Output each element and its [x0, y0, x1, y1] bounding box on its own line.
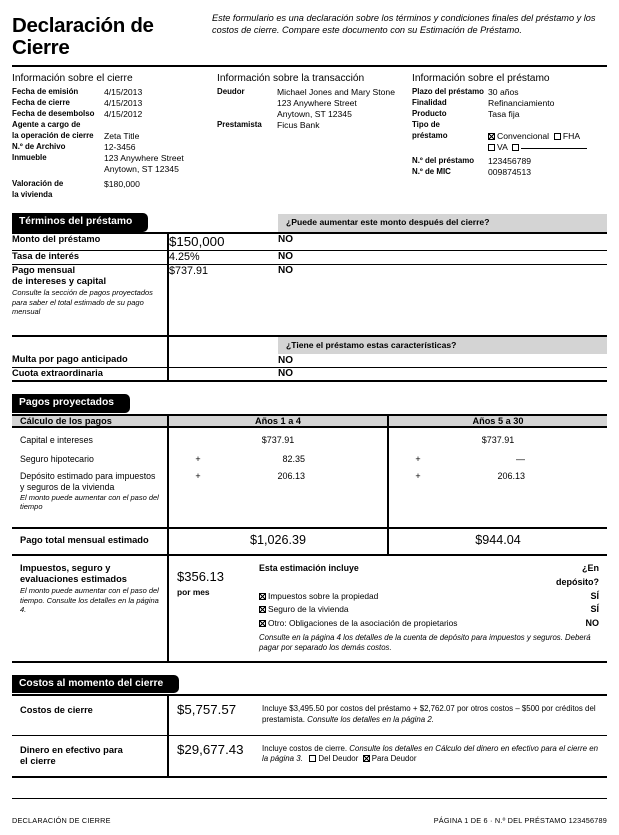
mortgage-insurance-label: Seguro hipotecario	[20, 453, 94, 464]
table-row	[12, 695, 607, 735]
escrow-summary-row	[12, 555, 607, 662]
closing-costs-bottom-rule	[12, 777, 607, 778]
value: Tasa fija	[488, 109, 520, 120]
checkbox-homeowners-insurance[interactable]	[259, 606, 266, 613]
value: Refinanciamiento	[488, 98, 555, 109]
label: préstamo	[412, 131, 448, 141]
principal-interest-y530-value: $737.91	[481, 434, 515, 445]
monthly-payment-label-cell	[12, 264, 168, 336]
closing-costs-table	[12, 673, 607, 779]
label: Agente a cargo de	[12, 120, 81, 130]
value: 4/15/2013	[104, 87, 143, 98]
mortgage-insurance-y14-cell	[168, 448, 388, 467]
value: 123 Anywhere Street	[104, 153, 184, 164]
transaction-information-column	[217, 73, 412, 201]
table-row	[12, 528, 607, 555]
page-footer	[12, 816, 607, 825]
closing-info-row-file-number	[12, 142, 211, 153]
checkbox-label-from-borrower: Del Deudor	[318, 754, 359, 764]
escrow-item-text	[259, 603, 565, 616]
footer-divider	[12, 798, 607, 799]
total-monthly-payment-y530-cell	[388, 528, 607, 555]
loan-terms-question-header: ¿Puede aumentar este monto después del cierre?	[278, 214, 607, 231]
prepayment-penalty-label: Multa por pago anticipado	[12, 353, 128, 364]
table-row	[12, 354, 607, 368]
interest-rate-value-cell	[168, 250, 278, 264]
cash-to-close-note-cell	[260, 735, 607, 777]
escrow-item-answer: NO	[585, 618, 599, 629]
escrow-estimate-y530-value: 206.13	[497, 470, 525, 481]
loan-features-question-cell	[278, 336, 607, 354]
checkbox-other[interactable]	[512, 144, 519, 151]
closing-information-column	[12, 73, 217, 201]
checkbox-fha[interactable]	[554, 133, 561, 140]
value: 4/15/2013	[104, 98, 143, 109]
closing-costs-amount-cell	[168, 695, 260, 735]
loan-info-row-type-line1	[412, 120, 607, 131]
info-columns	[12, 73, 607, 201]
closing-info-row-appraisal-line1	[12, 179, 211, 190]
mortgage-insurance-label-cell	[12, 448, 168, 467]
total-monthly-payment-label: Pago total mensual estimado	[20, 534, 149, 545]
transaction-information-heading: Información sobre la transacción	[217, 73, 365, 85]
escrow-amount-period: por mes	[177, 586, 210, 597]
checkbox-va[interactable]	[488, 144, 495, 151]
cash-to-close-note	[262, 744, 599, 765]
transaction-info-row-borrower	[217, 87, 406, 98]
loan-terms-bottom-rule	[12, 381, 607, 382]
loan-terms-section-title: Términos del préstamo	[12, 213, 148, 232]
total-monthly-payment-y530-value: $944.04	[475, 532, 521, 547]
footer-right-text: PÁGINA 1 DE 6 · N.º DEL PRÉSTAMO 123456789	[433, 816, 607, 825]
cash-to-close-note-italic: Consulte los detalles en Cálculo del dinero en efectivo para el cierre en la página 3.	[262, 743, 598, 764]
escrow-estimate-y14-cell	[168, 467, 388, 528]
loan-amount-answer: NO	[278, 233, 294, 245]
closing-info-property-line2: Anytown, ST 12345	[104, 164, 179, 175]
transaction-info-borrower-line3: Anytown, ST 12345	[277, 109, 352, 120]
loan-info-row-product	[412, 109, 607, 120]
loan-type-other-blank[interactable]	[521, 148, 587, 149]
monthly-payment-label: Pago mensual de intereses y capital	[12, 264, 107, 286]
label: Finalidad	[412, 98, 447, 108]
projected-payments-section	[12, 392, 607, 663]
loan-info-row-term	[412, 87, 607, 98]
prepayment-penalty-answer: NO	[278, 354, 294, 366]
balloon-payment-label-cell	[12, 367, 168, 381]
value: 12-3456	[104, 142, 136, 153]
closing-costs-bottom-rule-row	[12, 777, 607, 778]
loan-type-label-fha: FHA	[562, 131, 581, 142]
closing-costs-note	[262, 704, 599, 725]
payment-calculation-header: Cálculo de los pagos	[12, 415, 168, 427]
projected-payments-section-title: Pagos proyectados	[12, 394, 130, 413]
label: N.º de MIC	[412, 167, 451, 177]
escrow-includes-block	[255, 556, 607, 661]
principal-interest-label: Capital e intereses	[20, 434, 93, 445]
loan-info-row-mic-number	[412, 167, 607, 178]
closing-costs-label-cell	[12, 695, 168, 735]
label: Producto	[412, 109, 447, 119]
footer-left-text: DECLARACIÓN DE CIERRE	[12, 816, 111, 825]
label: la vivienda	[12, 190, 53, 200]
closing-information-heading: Información sobre el cierre	[12, 73, 133, 85]
projected-payments-column-headers	[12, 415, 607, 427]
escrow-item-label: Otro: Obligaciones de la asociación de propietarios	[268, 618, 458, 629]
escrow-estimate-label-cell	[12, 467, 168, 528]
escrow-item-property-taxes	[259, 590, 599, 604]
closing-info-row-issue-date	[12, 87, 211, 98]
mortgage-insurance-y14-row	[177, 454, 379, 464]
loan-terms-section	[12, 211, 607, 382]
escrow-footnote: Consulte en la página 4 los detalles de la cuenta de depósito para impuestos y seguros. Deberá pagar por separado los demás costos.	[259, 633, 591, 653]
spacer-cell	[168, 336, 278, 354]
label: Prestamista	[217, 120, 262, 130]
closing-costs-label: Costos de cierre	[20, 705, 93, 716]
loan-terms-bottom-rule-row	[12, 381, 607, 382]
loan-information-heading: Información sobre el préstamo	[412, 73, 550, 85]
mortgage-insurance-y530-row	[397, 454, 599, 464]
table-row	[12, 367, 607, 381]
closing-costs-amount: $5,757.57	[177, 702, 237, 718]
principal-interest-y14-cell	[168, 427, 388, 448]
balloon-payment-label: Cuota extraordinaria	[12, 367, 103, 378]
table-row	[12, 427, 607, 448]
closing-info-row-disbursement-date	[12, 109, 211, 120]
loan-type-label-conventional: Convencional	[497, 131, 550, 142]
years-1-4-header: Años 1 a 4	[168, 415, 388, 427]
label: Fecha de emisión	[12, 87, 79, 97]
loan-info-row-purpose	[412, 98, 607, 109]
closing-info-row-closing-date	[12, 98, 211, 109]
loan-amount-value-cell	[168, 233, 278, 250]
monthly-payment-answer-cell	[278, 264, 607, 336]
loan-information-column	[412, 73, 607, 201]
closing-info-row-property	[12, 153, 211, 164]
closing-info-row-agent-line1	[12, 120, 211, 131]
checkbox-conventional[interactable]	[488, 133, 495, 140]
years-5-30-header: Años 5 a 30	[388, 415, 607, 427]
label: N.º del préstamo	[412, 156, 475, 166]
escrow-estimate-label: Depósito estimado para impuestos y seguros de la vivienda El monto puede aumentar con el paso del tiempo	[20, 470, 159, 511]
loan-features-question-header: ¿Tiene el préstamo estas características?	[278, 337, 607, 354]
transaction-info-borrower-line2: 123 Anywhere Street	[277, 98, 357, 109]
value: 30 años	[488, 87, 519, 98]
closing-info-row-agent	[12, 131, 211, 142]
loan-features-header-row	[12, 336, 607, 354]
projected-payments-bottom-rule	[12, 662, 607, 663]
escrow-item-text	[259, 617, 565, 630]
interest-rate-answer-cell	[278, 250, 607, 264]
loan-info-row-loan-number	[412, 156, 607, 167]
loan-amount-value: $150,000	[169, 233, 225, 249]
closing-info-row-appraisal-line2	[12, 190, 211, 201]
loan-amount-answer-cell	[278, 233, 607, 250]
loan-amount-label-cell	[12, 233, 168, 250]
loan-amount-label: Monto del préstamo	[12, 233, 101, 244]
value: $180,000	[104, 179, 140, 190]
escrow-item-text	[259, 590, 565, 603]
table-row	[12, 233, 607, 250]
checkbox-to-borrower[interactable]	[363, 755, 370, 762]
spacer-cell	[12, 336, 168, 354]
closing-costs-header-row	[12, 673, 607, 696]
prepayment-penalty-label-cell	[12, 354, 168, 368]
monthly-payment-note: Consulte la sección de pagos proyectados para saber el total estimado de su pago mensual	[12, 288, 153, 317]
balloon-payment-value-cell	[168, 367, 278, 381]
checkbox-from-borrower[interactable]	[309, 755, 316, 762]
mortgage-insurance-y530-value: —	[516, 453, 525, 464]
operator: +	[195, 453, 201, 464]
label: Deudor	[217, 87, 245, 97]
prepayment-penalty-answer-cell	[278, 354, 607, 368]
value: 009874513	[488, 167, 532, 178]
cash-to-close-amount-cell	[168, 735, 260, 777]
cash-to-close-label-cell	[12, 735, 168, 777]
mortgage-insurance-y530-cell	[388, 448, 607, 467]
label: la operación de cierre	[12, 131, 94, 141]
cash-to-close-label: Dinero en efectivo para el cierre	[20, 744, 123, 767]
closing-costs-section-title: Costos al momento del cierre	[12, 675, 179, 694]
escrow-summary-body	[169, 556, 607, 661]
label: Fecha de cierre	[12, 98, 70, 108]
document-header	[12, 8, 607, 58]
operator: +	[415, 453, 421, 464]
operator: +	[415, 470, 421, 481]
escrow-estimate-y530-cell	[388, 467, 607, 528]
escrow-includes-header	[259, 562, 599, 590]
escrow-amount: $356.13	[177, 568, 224, 584]
cash-to-close-amount: $29,677.43	[177, 741, 244, 757]
checkbox-property-taxes[interactable]	[259, 593, 266, 600]
label: Fecha de desembolso	[12, 109, 95, 119]
loan-type-label-va: VA	[497, 142, 508, 153]
projected-payments-header-row	[12, 392, 607, 415]
label: Plazo del préstamo	[412, 87, 484, 97]
value: 4/15/2012	[104, 109, 143, 120]
projected-payments-table	[12, 392, 607, 663]
loan-type-options-row2	[412, 142, 607, 153]
escrow-includes-title: Esta estimación incluye	[259, 562, 359, 573]
escrow-estimate-y14-value: 206.13	[277, 470, 305, 481]
label: Tipo de	[412, 120, 440, 130]
escrow-item-answer: SÍ	[590, 604, 599, 615]
total-monthly-payment-y14-cell	[168, 528, 388, 555]
loan-terms-table	[12, 211, 607, 382]
total-monthly-payment-label-cell	[12, 528, 168, 555]
label: N.º de Archivo	[12, 142, 66, 152]
operator: +	[195, 470, 201, 481]
principal-interest-y14-value: $737.91	[261, 434, 295, 445]
escrow-summary-label-cell	[12, 555, 168, 662]
table-row	[12, 250, 607, 264]
escrow-estimate-note: El monto puede aumentar con el paso del tiempo	[20, 492, 159, 511]
checkbox-other-hoa[interactable]	[259, 620, 266, 627]
loan-terms-header-row	[12, 211, 607, 233]
escrow-estimate-y530-row	[397, 471, 599, 481]
value: Ficus Bank	[277, 120, 320, 131]
escrow-item-label: Impuestos sobre la propiedad	[268, 590, 379, 601]
escrow-summary-body-cell	[168, 555, 607, 662]
label: Inmueble	[12, 153, 47, 163]
table-row	[12, 448, 607, 467]
interest-rate-label-cell	[12, 250, 168, 264]
value: Michael Jones and Mary Stone	[277, 87, 395, 98]
balloon-payment-answer-cell	[278, 367, 607, 381]
interest-rate-label: Tasa de interés	[12, 250, 80, 261]
escrow-column-title: ¿En depósito?	[556, 562, 599, 587]
loan-info-row-type	[412, 131, 607, 142]
table-row	[12, 735, 607, 777]
monthly-payment-value-cell	[168, 264, 278, 336]
value: Zeta Title	[104, 131, 140, 142]
escrow-item-answer: SÍ	[590, 590, 599, 601]
monthly-payment-answer: NO	[278, 264, 294, 276]
prepayment-penalty-value-cell	[168, 354, 278, 368]
closing-costs-note-italic: Consulte los detalles en la página 2.	[307, 715, 434, 725]
escrow-item-homeowners-insurance	[259, 603, 599, 617]
mortgage-insurance-y14-value: 82.35	[282, 453, 305, 464]
escrow-estimate-y14-row	[177, 471, 379, 481]
checkbox-label-to-borrower: Para Deudor	[371, 754, 417, 764]
monthly-payment-value: $737.91	[169, 264, 209, 277]
closing-costs-section	[12, 673, 607, 779]
interest-rate-value: 4.25%	[169, 250, 200, 263]
value: 123456789	[488, 156, 532, 167]
escrow-summary-label: Impuestos, seguro y evaluaciones estimados	[20, 562, 127, 584]
table-row	[12, 264, 607, 336]
header-divider	[12, 65, 607, 67]
label: Valoración de	[12, 179, 64, 189]
escrow-summary-note: El monto puede aumentar con el paso del tiempo. Consulte los detalles en la página 4.	[20, 586, 159, 615]
header-subtitle: Este formulario es una declaración sobre los términos y condiciones finales del préstamo y los costos de cierre. Compare este documento con su Estimación de Préstamo.	[212, 13, 596, 36]
closing-costs-note-plain: Incluye $3,495.50 por costos del préstamo + $2,762.07 por otros costos – $500 por créditos del prestamista.	[262, 704, 596, 725]
transaction-info-row-lender	[217, 120, 406, 131]
escrow-amount-block	[169, 556, 255, 661]
interest-rate-answer: NO	[278, 250, 294, 262]
projected-payments-bottom-rule-row	[12, 662, 607, 663]
closing-costs-note-cell	[260, 695, 607, 735]
balloon-payment-answer: NO	[278, 367, 294, 379]
principal-interest-label-cell	[12, 427, 168, 448]
escrow-item-label: Seguro de la vivienda	[268, 604, 349, 615]
principal-interest-y530-cell	[388, 427, 607, 448]
page-title: Declaración de Cierre	[12, 14, 154, 59]
total-monthly-payment-y14-value: $1,026.39	[249, 532, 307, 547]
escrow-item-other	[259, 617, 599, 631]
loan-type-options	[488, 131, 607, 142]
cash-to-close-note-plain: Incluye costos de cierre.	[262, 743, 350, 753]
table-row	[12, 467, 607, 528]
